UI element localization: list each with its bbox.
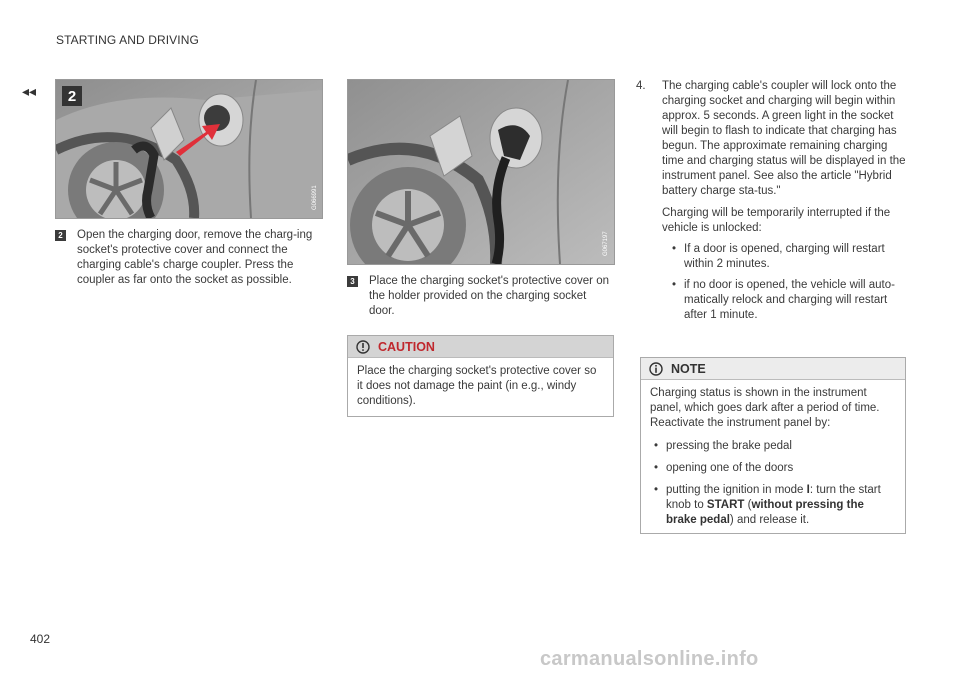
note-box xyxy=(640,357,906,534)
list-item xyxy=(650,483,896,528)
bullet-text: putting the ignition in mode xyxy=(666,484,807,496)
list-item: • opening one of the doors xyxy=(650,461,896,476)
step-3 xyxy=(347,274,615,319)
step-number-badge: 3 xyxy=(347,276,358,287)
info-circle-icon xyxy=(649,362,663,376)
bold-instruction: without pressing the brake pedal xyxy=(666,499,864,526)
caution-text: Place the charging socket's protective cover so it does not damage the paint (in e.g., windy conditions). xyxy=(357,365,597,407)
step-3-text: Place the charging socket's protective cover on the holder provided on the charging socket door. xyxy=(369,275,609,317)
note-title: NOTE xyxy=(671,361,706,376)
ignition-mode: I xyxy=(806,484,810,496)
list-item: • if no door is opened, the vehicle will auto-matically relock and charging will restart after 1 minute. xyxy=(672,278,907,323)
figure-cover-on-holder xyxy=(347,79,615,265)
step-4 xyxy=(636,79,907,329)
watermark: carmanualsonline.info xyxy=(540,648,759,670)
note-list xyxy=(650,439,896,528)
page-number: 402 xyxy=(30,632,51,646)
note-text: Charging status is shown in the instrument panel, which goes dark after a period of time. Reactivate the instrument panel by: xyxy=(650,387,880,429)
back-arrow-icon[interactable]: ◂◂ xyxy=(22,83,37,99)
section-header: STARTING AND DRIVING xyxy=(56,33,199,47)
step-2-text: Open the charging door, remove the charg-ing socket's protective cover and connect the charging cable's charge coupler. Press the coupler as far onto the socket as possible. xyxy=(77,229,313,286)
caution-box xyxy=(347,335,614,417)
start-label: START xyxy=(706,499,745,511)
interrupt-list xyxy=(672,242,907,323)
bullet-text: : turn the start knob to xyxy=(666,484,881,511)
figure-badge: 2 xyxy=(67,88,77,105)
list-item: • If a door is opened, charging will restart within 2 minutes. xyxy=(672,242,907,272)
caution-title: CAUTION xyxy=(378,339,435,354)
figure-charging-door-open xyxy=(55,79,323,219)
step-number-badge: 2 xyxy=(55,230,66,241)
bullet-text: ( xyxy=(744,499,752,511)
figure-code: G067197 xyxy=(603,231,609,256)
figure-code: G066991 xyxy=(312,185,318,210)
interrupt-text: Charging will be temporarily interrupted if the vehicle is unlocked: xyxy=(662,207,891,234)
step-4-text: The charging cable's coupler will lock onto the charging socket and charging will begin within approx. 5 seconds. A green light in the socket will begin to flash to indicate that charging has begun. The approximate remaining charging time and charging status will be displayed in the instrument panel. See also the article "Hybrid battery charge sta-tus." xyxy=(662,80,906,197)
step-2 xyxy=(55,228,323,288)
step-number: 4. xyxy=(636,80,646,92)
list-item: • pressing the brake pedal xyxy=(650,439,896,454)
warning-circle-icon xyxy=(356,340,370,354)
bullet-text: ) and release it. xyxy=(729,514,810,526)
